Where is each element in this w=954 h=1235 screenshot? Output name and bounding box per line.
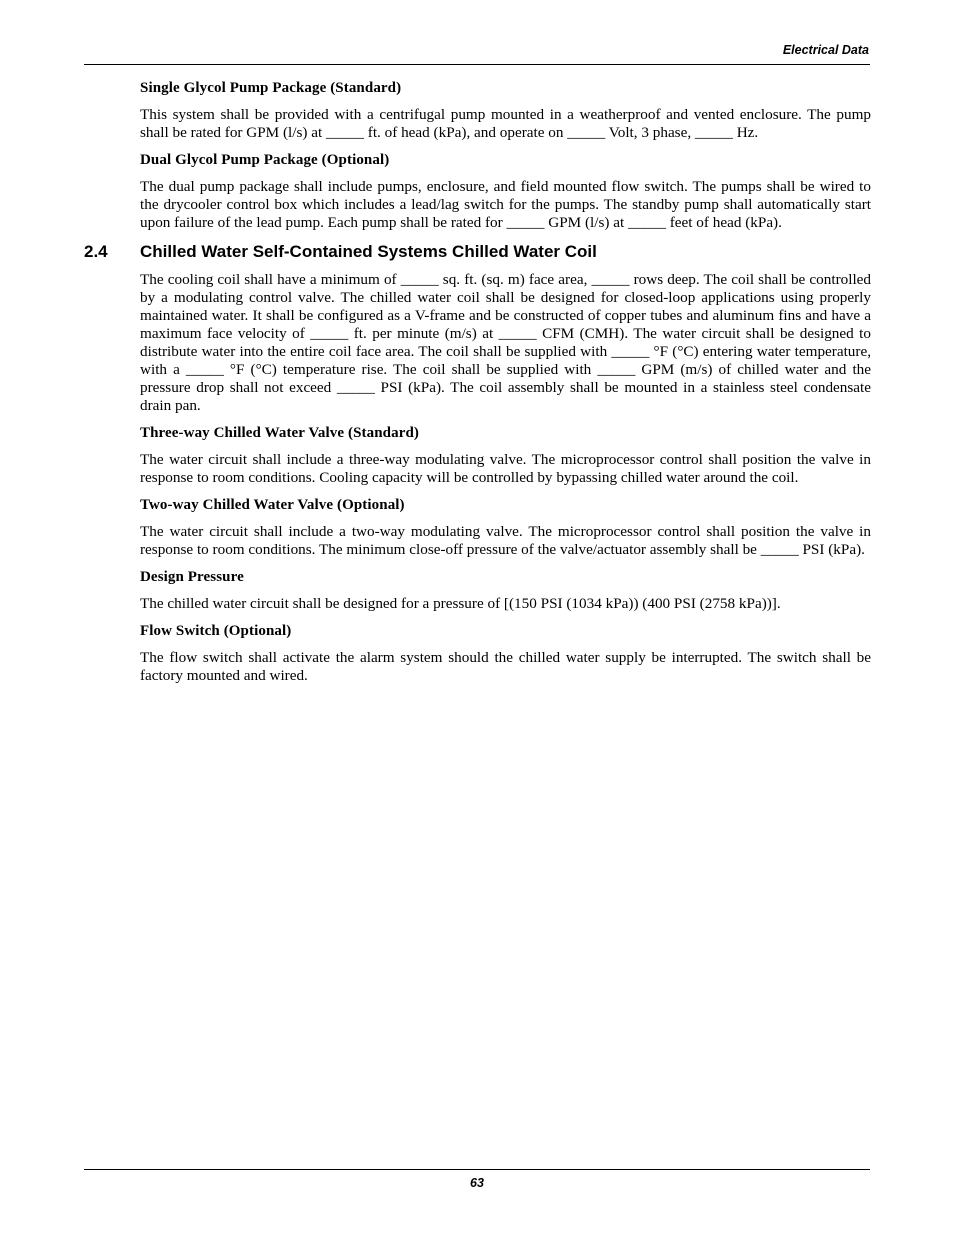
paragraph-dual-glycol-pump: The dual pump package shall include pumps, enclosure, and field mounted flow switch. The pumps shall be wired to the drycooler control box which includes a lead/lag switch for the pumps. The standby pump shall automatically start upon failure of the lead pump. Each pump shall be rated for _____ GPM (l/s) at _____ feet of head (kPa). <box>140 178 871 231</box>
footer-rule <box>84 1169 870 1170</box>
heading-flow-switch: Flow Switch (Optional) <box>140 623 292 639</box>
paragraph-design-pressure: The chilled water circuit shall be designed for a pressure of [(150 PSI (1034 kPa)) (400 PSI (2758 kPa))]. <box>140 595 781 612</box>
section-number: 2.4 <box>84 242 108 261</box>
paragraph-chilled-water-coil: The cooling coil shall have a minimum of _____ sq. ft. (sq. m) face area, _____ rows deep. The coil shall be controlled by a modulating control valve. The chilled water coil shall be designed for closed-loop applications using properly maintained water. It shall be configured as a V-frame and be constructed of copper tubes and aluminum fins and have a maximum face velocity of _____ ft. per minute (m/s) at _____ CFM (CMH). The water circuit shall be designed to distribute water into the entire coil face area. The coil shall be supplied with _____ °F (°C) entering water temperature, with a _____ °F (°C) temperature rise. The coil shall be supplied with _____ GPM (m/s) of chilled water and the pressure drop shall not exceed _____ PSI (kPa). The coil assembly shall be mounted in a stainless steel condensate drain pan. <box>140 271 871 414</box>
section-heading-2-4 <box>84 242 871 262</box>
section-title: Chilled Water Self-Contained Systems Chilled Water Coil <box>140 242 597 261</box>
paragraph-single-glycol-pump: This system shall be provided with a centrifugal pump mounted in a weatherproof and vented enclosure. The pump shall be rated for GPM (l/s) at _____ ft. of head (kPa), and operate on _____ Volt, 3 phase, _____ Hz. <box>140 106 871 141</box>
header-rule <box>84 64 870 65</box>
heading-three-way-valve: Three-way Chilled Water Valve (Standard) <box>140 425 420 441</box>
page-number: 63 <box>470 1176 484 1190</box>
heading-single-glycol-pump: Single Glycol Pump Package (Standard) <box>140 80 402 96</box>
heading-design-pressure: Design Pressure <box>140 569 244 585</box>
paragraph-three-way-valve: The water circuit shall include a three-way modulating valve. The microprocessor control shall position the valve in response to room conditions. Cooling capacity will be controlled by bypassing chilled water around the coil. <box>140 451 871 486</box>
paragraph-two-way-valve: The water circuit shall include a two-way modulating valve. The microprocessor control shall position the valve in response to room conditions. The minimum close-off pressure of the valve/actuator assembly shall be _____ PSI (kPa). <box>140 523 871 558</box>
running-header: Electrical Data <box>782 43 869 57</box>
heading-two-way-valve: Two-way Chilled Water Valve (Optional) <box>140 497 405 513</box>
body-content <box>84 79 871 694</box>
paragraph-flow-switch: The flow switch shall activate the alarm system should the chilled water supply be interrupted. The switch shall be factory mounted and wired. <box>140 649 871 684</box>
heading-dual-glycol-pump: Dual Glycol Pump Package (Optional) <box>140 152 390 168</box>
